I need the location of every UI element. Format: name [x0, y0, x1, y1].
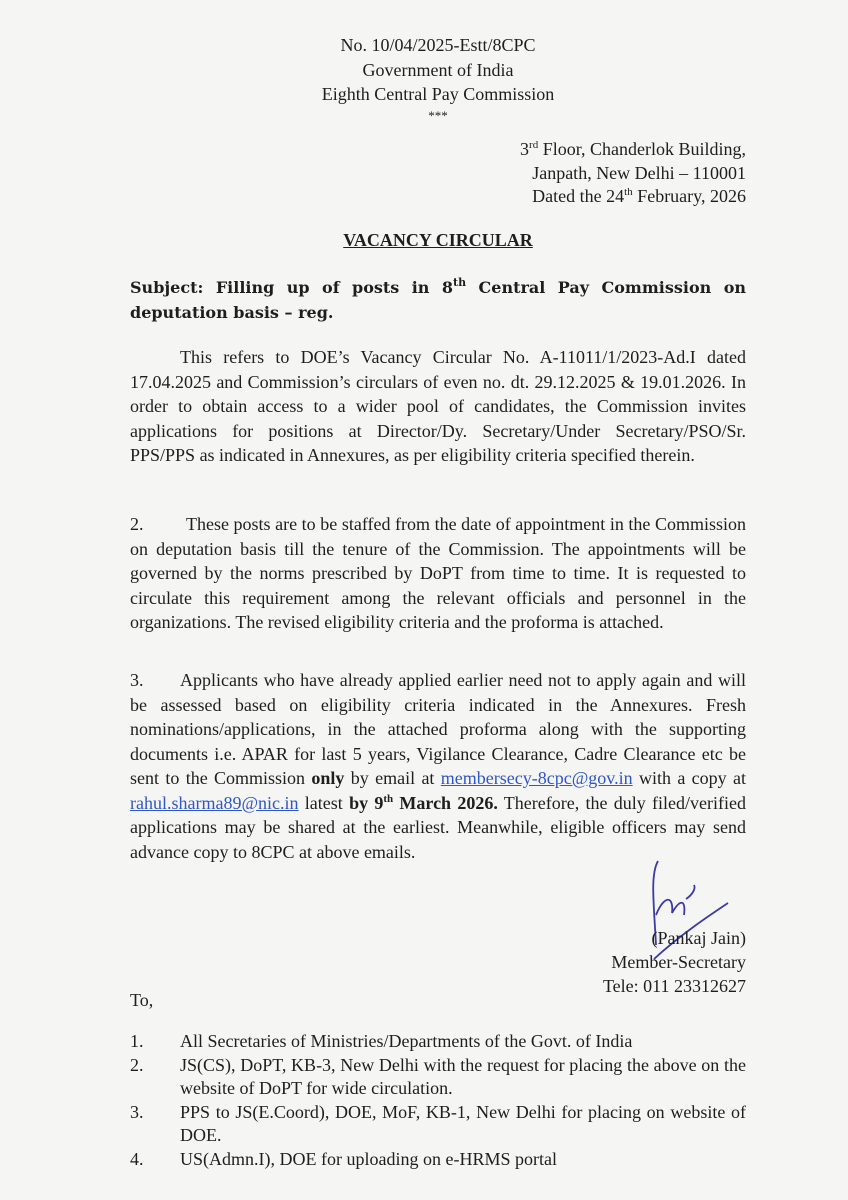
subject-suffix: th: [453, 276, 467, 289]
paragraph-2: [130, 512, 746, 635]
floor-text: Floor, Chanderlok Building,: [538, 139, 746, 159]
list-number: 3.: [130, 1101, 144, 1122]
list-item: [130, 1101, 746, 1148]
emphasis-only: only: [311, 768, 345, 788]
floor-suffix: rd: [529, 139, 539, 151]
letter-header: [130, 33, 746, 125]
email-link-rahul[interactable]: rahul.sharma89@nic.in: [130, 792, 299, 813]
deadline: [349, 793, 498, 813]
list-number: 1.: [130, 1031, 144, 1051]
subject-text-end: Central Pay Commission on deputation basis – reg.: [130, 278, 747, 322]
paragraph-2-number: 2.: [130, 514, 144, 534]
address-line-1: [520, 138, 746, 162]
paragraph-1-text: This refers to DOE’s Vacancy Circular No. A-11011/1/2023-Ad.I dated 17.04.2025 and Commission’s circulars of even no. dt. 29.12.2025 & 19.01.2026. In order to obtain access to a wider pool of candidates, the Commission invites applications for positions at Director/Dy. Secretary/Under Secretary/PSO/Sr. PPS/PPS as indicated in Annexures, as per eligibility criteria specified therein.: [130, 347, 746, 465]
email-link-membersecy[interactable]: membersecy-8cpc@gov.in: [440, 768, 633, 788]
deadline-text: by 9: [349, 792, 384, 813]
subject-line: [130, 276, 746, 325]
paragraph-3-text: Therefore, the duly filed/verified applications may be shared at the earliest. Meanwhile, eligible officers may send advance copy to 8CPC at above emails.: [130, 792, 746, 862]
paragraph-3-text: by email at: [344, 768, 441, 788]
separator: ***: [428, 107, 448, 123]
file-number: No. 10/04/2025-Estt/8CPC: [340, 35, 536, 55]
deadline-suffix: th: [383, 792, 394, 805]
address-line-2: Janpath, New Delhi – 110001: [532, 162, 746, 183]
paragraph-3-text: with a copy at: [632, 768, 746, 788]
list-number: 4.: [130, 1148, 144, 1169]
circular-title: VACANCY CIRCULAR: [343, 230, 533, 250]
signatory-name: (Pankaj Jain): [651, 928, 746, 948]
list-text: JS(CS), DoPT, KB-3, New Delhi with the request for placing the above on the website of DoPT for wide circulation.: [180, 1054, 746, 1098]
signature-block: [603, 926, 746, 998]
date-suffix: th: [624, 186, 633, 198]
paragraph-3: [130, 668, 746, 864]
list-item: [130, 1054, 746, 1101]
subject-text: Subject: Filling up of posts in 8: [130, 278, 454, 297]
floor-number: 3: [520, 139, 530, 159]
signatory-designation: Member-Secretary: [611, 952, 746, 972]
list-text: US(Admn.I), DOE for uploading on e-HRMS portal: [180, 1148, 557, 1169]
date-text: February, 2026: [632, 186, 746, 206]
list-text: All Secretaries of Ministries/Departments of the Govt. of India: [180, 1031, 633, 1051]
deadline-text-end: March 2026.: [393, 792, 498, 813]
date-prefix: Dated the 24: [532, 186, 625, 206]
list-number: 2.: [130, 1054, 144, 1075]
commission-name: Eighth Central Pay Commission: [321, 84, 555, 104]
paragraph-3-number: 3.: [130, 670, 144, 690]
paragraph-1: [130, 345, 746, 468]
paragraph-3-text: latest: [298, 792, 350, 813]
date-line: [520, 185, 746, 209]
paragraph-2-text: These posts are to be staffed from the date of appointment in the Commission on deputation basis till the tenure of the Commission. The appointments will be governed by the norms prescribed by DoPT from time to time. It is requested to circulate this requirement among the relevant officials and personnel in the organizations. The revised eligibility criteria and the proforma is attached.: [130, 514, 746, 632]
list-item: [130, 1148, 746, 1172]
address-block: [520, 138, 746, 209]
signatory-telephone: Tele: 011 23312627: [602, 976, 746, 996]
government-name: Government of India: [362, 59, 514, 80]
list-text: PPS to JS(E.Coord), DOE, MoF, KB-1, New Delhi for placing on website of DOE.: [180, 1101, 746, 1145]
recipient-list: [130, 1030, 746, 1171]
list-item: [130, 1030, 746, 1054]
to-label: To,: [130, 990, 154, 1010]
paragraph-3-text: Applicants who have already applied earlier need not to apply again and will be assessed based on eligibility criteria indicated in the Annexures. Fresh nominations/applications, in the attached proforma along with the supporting documents i.e. APAR for last 5 years, Vigilance Clearance, Cadre Clearance etc be sent to the Commission: [130, 670, 746, 788]
